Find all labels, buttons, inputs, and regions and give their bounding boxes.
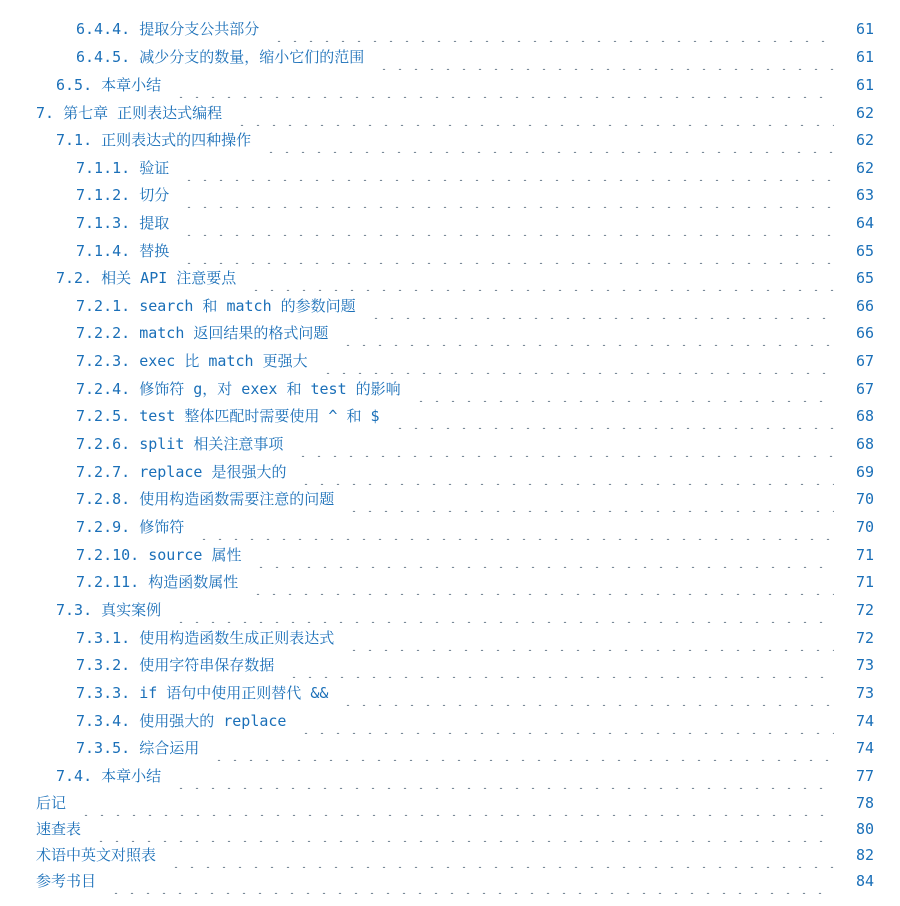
- toc-entry-label: [0, 348, 316, 374]
- toc-entry-page-number: 73: [855, 684, 874, 702]
- dot-leader: [267, 16, 834, 42]
- toc-entry[interactable]: [0, 100, 900, 126]
- toc-entry-page-number: 67: [855, 352, 874, 370]
- toc-entry-label: [0, 210, 177, 236]
- dot-leader: [294, 708, 834, 734]
- toc-entry[interactable]: [0, 735, 900, 761]
- toc-entry-number: 7.3.3.: [76, 684, 131, 702]
- dot-leader: [294, 459, 834, 485]
- toc-entry-label: [0, 376, 409, 402]
- toc-entry-label: [0, 625, 342, 651]
- toc-entry-number: 7.2.5.: [76, 407, 131, 425]
- toc-entry-title: 综合运用: [139, 739, 200, 757]
- toc-entry-label: [0, 403, 388, 429]
- toc-entry-title: replace 是很强大的: [139, 463, 287, 481]
- dot-leader: [244, 265, 834, 291]
- toc-entry-page-number: 72: [855, 629, 874, 647]
- toc-entry-page-number: 61: [855, 20, 874, 38]
- toc-entry[interactable]: [0, 348, 900, 374]
- toc-entry-number: 6.4.5.: [76, 48, 131, 66]
- dot-leader: [169, 763, 834, 789]
- toc-entry-page-number: 66: [855, 324, 874, 342]
- toc-entry-label: [0, 790, 74, 816]
- toc-entry[interactable]: [0, 459, 900, 485]
- toc-entry-label: [0, 542, 249, 568]
- dot-leader: [246, 569, 834, 595]
- toc-entry-title: 真实案例: [101, 601, 162, 619]
- toc-entry-number: 7.1.2.: [76, 186, 131, 204]
- toc-entry-label: [0, 680, 336, 706]
- toc-entry-page-number: 82: [855, 846, 874, 864]
- toc-entry-label: [0, 431, 291, 457]
- toc-entry-number: 7.3.2.: [76, 656, 131, 674]
- toc-entry-label: [0, 16, 267, 42]
- dot-leader: [342, 625, 834, 651]
- toc-entry-page-number: 62: [855, 159, 874, 177]
- toc-entry-label: [0, 816, 89, 842]
- dot-leader: [282, 652, 834, 678]
- dot-leader: [207, 735, 834, 761]
- dot-leader: [192, 514, 834, 540]
- toc-entry-number: 7.2.3.: [76, 352, 131, 370]
- dot-leader: [104, 868, 834, 894]
- toc-entry-title: 替换: [139, 242, 170, 260]
- toc-entry-number: 7.1.3.: [76, 214, 131, 232]
- toc-entry[interactable]: [0, 763, 900, 789]
- dot-leader: [169, 72, 834, 98]
- toc-entry-number: 7.2.7.: [76, 463, 131, 481]
- toc-entry-number: 7.: [36, 104, 55, 122]
- toc-entry-number: 7.2.1.: [76, 297, 131, 315]
- dot-leader: [388, 403, 834, 429]
- dot-leader: [291, 431, 834, 457]
- toc-entry[interactable]: [0, 816, 900, 842]
- toc-entry[interactable]: [0, 542, 900, 568]
- toc-entry-title: 构造函数属性: [148, 573, 239, 591]
- toc-entry-title: 修饰符: [139, 518, 185, 536]
- toc-entry-page-number: 71: [855, 546, 874, 564]
- dot-leader: [177, 238, 834, 264]
- toc-entry-page-number: 62: [855, 131, 874, 149]
- toc-entry-title: 切分: [139, 186, 170, 204]
- toc-entry-title: 后记: [36, 794, 67, 812]
- toc-entry-page-number: 65: [855, 242, 874, 260]
- toc-entry-page-number: 69: [855, 463, 874, 481]
- toc-entry-title: 本章小结: [101, 76, 162, 94]
- toc-entry-label: [0, 293, 364, 319]
- toc-entry-title: 术语中英文对照表: [36, 846, 157, 864]
- toc-entry-title: 使用构造函数生成正则表达式: [139, 629, 335, 647]
- toc-entry-label: [0, 155, 177, 181]
- toc-entry-label: [0, 735, 207, 761]
- toc-entry[interactable]: [0, 182, 900, 208]
- dot-leader: [336, 320, 834, 346]
- toc-entry[interactable]: [0, 155, 900, 181]
- toc-entry-label: [0, 265, 244, 291]
- toc-entry-label: [0, 514, 192, 540]
- toc-entry-page-number: 61: [855, 76, 874, 94]
- dot-leader: [316, 348, 834, 374]
- toc-entry-number: 7.1.4.: [76, 242, 131, 260]
- toc-entry-title: 使用构造函数需要注意的问题: [139, 490, 335, 508]
- toc-entry-label: [0, 238, 177, 264]
- toc-entry-label: [0, 127, 259, 153]
- dot-leader: [249, 542, 834, 568]
- dot-leader: [230, 100, 834, 126]
- toc-entry[interactable]: [0, 320, 900, 346]
- toc-entry-page-number: 78: [855, 794, 874, 812]
- toc-entry-number: 7.3.5.: [76, 739, 131, 757]
- dot-leader: [164, 842, 834, 868]
- dot-leader: [89, 816, 834, 842]
- toc-entry-page-number: 64: [855, 214, 874, 232]
- toc-entry-title: 使用强大的 replace: [139, 712, 287, 730]
- toc-entry-number: 7.2.2.: [76, 324, 131, 342]
- toc-entry[interactable]: [0, 16, 900, 42]
- toc-entry-label: [0, 100, 230, 126]
- toc-entry-number: 7.4.: [56, 767, 93, 785]
- dot-leader: [177, 155, 834, 181]
- dot-leader: [259, 127, 834, 153]
- toc-entry-number: 7.1.1.: [76, 159, 131, 177]
- toc-entry-number: 7.1.: [56, 131, 93, 149]
- toc-entry-label: [0, 182, 177, 208]
- toc-entry-number: 7.3.4.: [76, 712, 131, 730]
- toc-entry-title: 本章小结: [101, 767, 162, 785]
- toc-entry-page-number: 62: [855, 104, 874, 122]
- toc-entry[interactable]: [0, 210, 900, 236]
- toc-entry-number: 7.3.1.: [76, 629, 131, 647]
- toc-entry-number: 7.2.11.: [76, 573, 140, 591]
- toc-entry-page-number: 66: [855, 297, 874, 315]
- dot-leader: [372, 44, 834, 70]
- toc-entry[interactable]: [0, 514, 900, 540]
- toc-entry-page-number: 68: [855, 435, 874, 453]
- toc-entry-page-number: 67: [855, 380, 874, 398]
- toc-entry[interactable]: [0, 72, 900, 98]
- toc-entry[interactable]: [0, 708, 900, 734]
- toc-entry-page-number: 74: [855, 712, 874, 730]
- toc-entry[interactable]: [0, 569, 900, 595]
- toc-entry-title: exec 比 match 更强大: [139, 352, 308, 370]
- toc-entry-title: 修饰符 g，对 exex 和 test 的影响: [139, 380, 401, 398]
- toc-entry-title: 提取分支公共部分: [139, 20, 260, 38]
- toc-entry-page-number: 71: [855, 573, 874, 591]
- toc-entry[interactable]: [0, 293, 900, 319]
- toc-entry-page-number: 84: [855, 872, 874, 890]
- toc-entry-page-number: 65: [855, 269, 874, 287]
- toc-entry-number: 7.2.6.: [76, 435, 131, 453]
- toc-entry[interactable]: [0, 486, 900, 512]
- toc-entry-label: [0, 652, 282, 678]
- dot-leader: [342, 486, 834, 512]
- toc-entry-title: split 相关注意事项: [139, 435, 284, 453]
- toc-entry-label: [0, 569, 246, 595]
- toc-entry-label: [0, 320, 336, 346]
- toc-entry-title: 验证: [139, 159, 170, 177]
- toc-entry[interactable]: [0, 127, 900, 153]
- toc-entry-number: 6.4.4.: [76, 20, 131, 38]
- toc-entry-title: 提取: [139, 214, 170, 232]
- toc-entry-page-number: 63: [855, 186, 874, 204]
- toc-entry-page-number: 80: [855, 820, 874, 838]
- toc-entry[interactable]: [0, 597, 900, 623]
- toc-entry-label: [0, 486, 342, 512]
- toc-entry-page-number: 74: [855, 739, 874, 757]
- dot-leader: [409, 376, 834, 402]
- toc-entry[interactable]: [0, 868, 900, 894]
- toc-entry-title: 使用字符串保存数据: [139, 656, 275, 674]
- dot-leader: [336, 680, 834, 706]
- toc-entry[interactable]: [0, 403, 900, 429]
- toc-entry-number: 7.2.8.: [76, 490, 131, 508]
- toc-entry-label: [0, 44, 372, 70]
- toc-entry[interactable]: [0, 431, 900, 457]
- dot-leader: [74, 790, 834, 816]
- toc-entry-label: [0, 763, 169, 789]
- toc-entry-number: 7.2.9.: [76, 518, 131, 536]
- toc-entry-number: 7.2.10.: [76, 546, 140, 564]
- dot-leader: [169, 597, 834, 623]
- toc-entry-label: [0, 459, 294, 485]
- toc-entry-title: 相关 API 注意要点: [101, 269, 237, 287]
- toc-entry-label: [0, 868, 104, 894]
- dot-leader: [364, 293, 834, 319]
- toc-entry[interactable]: [0, 238, 900, 264]
- toc-entry[interactable]: [0, 265, 900, 291]
- dot-leader: [177, 210, 834, 236]
- toc-entry-page-number: 72: [855, 601, 874, 619]
- toc-entry-page-number: 68: [855, 407, 874, 425]
- toc-entry-label: [0, 72, 169, 98]
- toc-entry-title: if 语句中使用正则替代 &&: [139, 684, 329, 702]
- toc-entry-title: 参考书目: [36, 872, 97, 890]
- toc-entry[interactable]: [0, 790, 900, 816]
- toc-entry[interactable]: [0, 44, 900, 70]
- toc-entry-title: 正则表达式的四种操作: [101, 131, 252, 149]
- dot-leader: [177, 182, 834, 208]
- toc-entry-label: [0, 597, 169, 623]
- toc-entry-title: test 整体匹配时需要使用 ^ 和 $: [139, 407, 380, 425]
- toc-entry-number: 7.3.: [56, 601, 93, 619]
- toc-entry-number: 6.5.: [56, 76, 93, 94]
- toc-entry[interactable]: [0, 376, 900, 402]
- toc-entry-label: [0, 842, 164, 868]
- toc-entry[interactable]: [0, 842, 900, 868]
- toc-entry-title: match 返回结果的格式问题: [139, 324, 329, 342]
- toc-entry-title: 第七章 正则表达式编程: [63, 104, 223, 122]
- toc-entry[interactable]: [0, 652, 900, 678]
- toc-entry-page-number: 77: [855, 767, 874, 785]
- toc-entry-title: 速查表: [36, 820, 82, 838]
- toc-entry-title: 减少分支的数量，缩小它们的范围: [139, 48, 365, 66]
- toc-entry[interactable]: [0, 625, 900, 651]
- toc-entry-title: source 属性: [148, 546, 242, 564]
- toc-entry-label: [0, 708, 294, 734]
- toc-entry[interactable]: [0, 680, 900, 706]
- toc-entry-page-number: 61: [855, 48, 874, 66]
- toc-entry-page-number: 70: [855, 490, 874, 508]
- toc-entry-number: 7.2.: [56, 269, 93, 287]
- toc-entry-page-number: 70: [855, 518, 874, 536]
- toc-entry-page-number: 73: [855, 656, 874, 674]
- toc-entry-number: 7.2.4.: [76, 380, 131, 398]
- toc-entry-title: search 和 match 的参数问题: [139, 297, 356, 315]
